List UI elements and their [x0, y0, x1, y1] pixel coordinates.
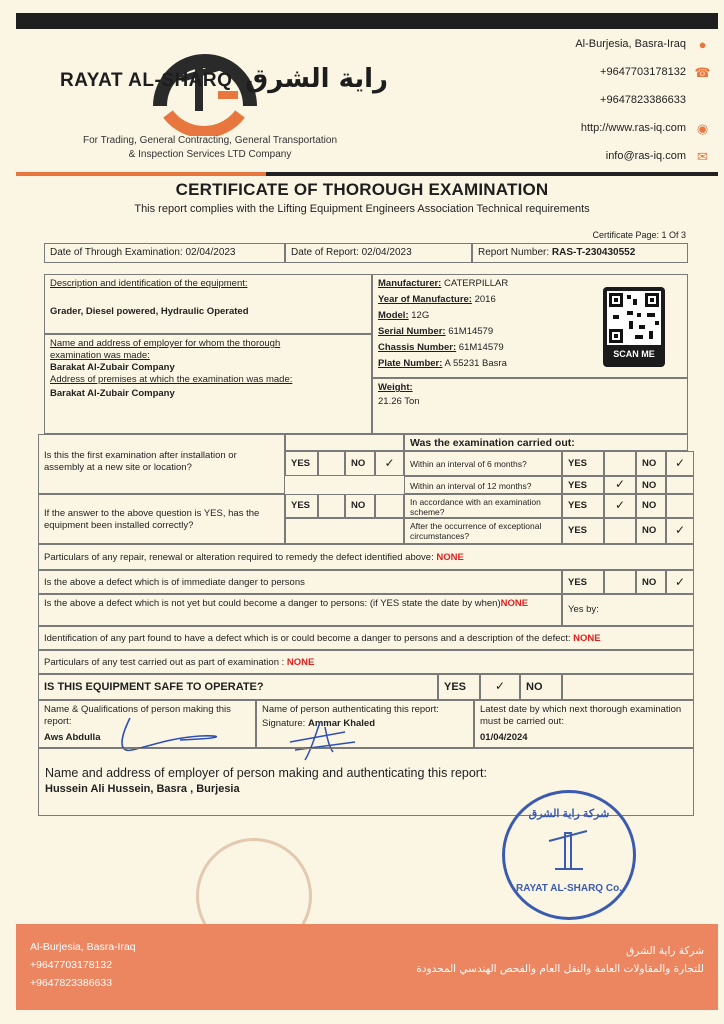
plate-value: A 55231 Basra — [444, 358, 507, 369]
auth-name: Ammar Khaled — [307, 718, 376, 729]
next-exam-label: Latest date by which next thorough examination must be carried out: — [480, 704, 682, 727]
qr-label: SCAN ME — [613, 349, 655, 359]
footer-arabic-name: شركة راية الشرق — [626, 945, 704, 957]
maker-name: Aws Abdulla — [44, 732, 101, 743]
qr-code[interactable] — [603, 287, 665, 367]
auth-sig-label: Signature: — [262, 718, 306, 729]
equipment-description-value: Grader, Diesel powered, Hydraulic Operated — [50, 306, 249, 317]
carried-12-yes: YES — [562, 476, 604, 494]
safe-label: IS THIS EQUIPMENT SAFE TO OPERATE? — [38, 674, 438, 700]
email-icon: ✉ — [697, 148, 708, 164]
contact-phone-2[interactable]: +9647823386633 — [600, 94, 686, 106]
carried-exceptional-no-tick[interactable]: ✓ — [666, 518, 694, 544]
company-tagline — [60, 134, 360, 162]
q-first-header-blank — [285, 434, 404, 451]
stamp-emblem — [545, 827, 593, 877]
equipment-description-label: Description and identification of the equipment: — [50, 278, 248, 289]
carried-12-yes-tick[interactable]: ✓ — [604, 476, 636, 494]
safe-yes-tick[interactable]: ✓ — [480, 674, 520, 700]
identification-row — [38, 626, 694, 650]
globe-icon: ◉ — [696, 120, 709, 136]
company-name-ar: راية الشرق — [245, 64, 389, 94]
header-divider — [16, 172, 718, 176]
carried-scheme-no-box[interactable] — [666, 494, 694, 518]
plate-label: Plate Number: — [378, 358, 443, 369]
employer-cell — [44, 334, 372, 434]
future-danger-cell — [38, 594, 562, 626]
immediate-danger-label: Is the above a defect which is of immediate danger to persons — [38, 570, 562, 594]
employer-label: Name and address of employer for whom the thorough examination was made: — [50, 338, 281, 361]
footer-arabic-desc: للتجارة والمقاولات العامة والنقل العام والفحص الهندسي المحدودة — [416, 963, 704, 975]
serial-value: 61M14579 — [448, 326, 494, 337]
safe-no-box[interactable] — [562, 674, 694, 700]
tagline-line-1: For Trading, General Contracting, General Transportation — [82, 135, 338, 146]
carried-12-no-box[interactable] — [666, 476, 694, 494]
carried-scheme-no: NO — [636, 494, 666, 518]
future-danger-label: Is the above a defect which is not yet but could become a danger to persons: (if YES state the date by when) — [44, 598, 501, 609]
q-first-no-label: NO — [345, 451, 375, 476]
manufacturer-label: Manufacturer: — [378, 278, 442, 289]
carried-out-title: Was the examination carried out: — [404, 434, 688, 451]
contact-website[interactable]: http://www.ras-iq.com — [580, 122, 686, 134]
year-value: 2016 — [474, 294, 496, 305]
future-danger-value: NONE — [500, 598, 529, 609]
weight-value: 21.26 Ton — [378, 396, 420, 407]
weight-label: Weight: — [378, 382, 413, 393]
carried-exceptional-yes-box[interactable] — [604, 518, 636, 544]
safe-no: NO — [520, 674, 562, 700]
stamp-text-en: RAYAT AL-SHARQ Co. — [516, 883, 622, 894]
weight-cell — [372, 378, 688, 434]
carried-exceptional-yes: YES — [562, 518, 604, 544]
equipment-description-cell — [44, 274, 372, 334]
q-first-exam-text: Is this the first examination after installation or assembly at a new site or location? — [44, 450, 237, 473]
carried-12-no: NO — [636, 476, 666, 494]
yes-by: Yes by: — [562, 594, 694, 626]
header-top-bar — [16, 13, 718, 29]
model-value: 12G — [411, 310, 430, 321]
footer-band — [16, 924, 718, 1010]
report-number-cell — [472, 243, 688, 263]
q-installed — [38, 494, 285, 544]
repair-value: NONE — [436, 552, 464, 563]
report-number: RAS-T-230430552 — [551, 247, 636, 258]
immediate-danger-yes: YES — [562, 570, 604, 594]
employer-of-person-value: Hussein Ali Hussein, Basra , Burjesia — [45, 783, 240, 795]
identification-label: Identification of any part found to have a defect which is or could become a danger to persons and a description of the defect: — [44, 633, 571, 644]
next-exam-cell — [474, 700, 694, 748]
safe-yes: YES — [438, 674, 480, 700]
q-installed-no-label: NO — [345, 494, 375, 518]
immediate-danger-yes-box[interactable] — [604, 570, 636, 594]
company-stamp — [502, 790, 636, 920]
employer-of-person-label: Name and address of employer of person making and authenticating this report: — [45, 766, 487, 780]
contact-email[interactable]: info@ras-iq.com — [605, 150, 686, 162]
test-row — [38, 650, 694, 674]
date-report: Date of Report: 02/04/2023 — [285, 243, 472, 263]
premises-label: Address of premises at which the examination was made: — [50, 374, 293, 385]
next-exam-date: 01/04/2024 — [480, 732, 528, 743]
company-name-en: RAYAT AL-SHARQ — [60, 70, 233, 91]
serial-label: Serial Number: — [378, 326, 446, 337]
q-first-no-tick[interactable]: ✓ — [375, 451, 404, 476]
carried-6-yes-box[interactable] — [604, 451, 636, 476]
chassis-value: 61M14579 — [458, 342, 504, 353]
q-first-exam — [38, 434, 285, 494]
carried-6-label: Within an interval of 6 months? — [404, 451, 562, 476]
q-installed-yes-label: YES — [285, 494, 318, 518]
auth-label: Name of person authenticating this report: — [262, 704, 439, 715]
test-value: NONE — [286, 657, 315, 668]
carried-6-no: NO — [636, 451, 666, 476]
immediate-danger-no: NO — [636, 570, 666, 594]
date-exam: Date of Through Examination: 02/04/2023 — [44, 243, 285, 263]
report-number-label: Report Number: — [478, 247, 550, 258]
carried-6-no-tick[interactable]: ✓ — [666, 451, 694, 476]
certificate-subtitle: This report complies with the Lifting Equipment Engineers Association Technical requirements — [134, 203, 590, 215]
footer-contact — [30, 938, 136, 992]
q-first-yes-label: YES — [285, 451, 318, 476]
carried-exceptional-no: NO — [636, 518, 666, 544]
q-first-yes-box[interactable] — [318, 451, 345, 476]
immediate-danger-no-tick[interactable]: ✓ — [666, 570, 694, 594]
carried-scheme-label: In accordance with an examination scheme? — [404, 494, 562, 518]
year-label: Year of Manufacture: — [378, 294, 472, 305]
repair-row — [38, 544, 694, 570]
footer-arabic — [416, 942, 704, 978]
model-label: Model: — [378, 310, 409, 321]
test-label: Particulars of any test carried out as part of examination : — [44, 657, 285, 668]
location-icon: ● — [698, 37, 707, 52]
carried-6-yes: YES — [562, 451, 604, 476]
q-installed-text: If the answer to the above question is YES, has the equipment been installed correctly? — [44, 508, 260, 531]
tagline-line-2: & Inspection Services LTD Company — [128, 149, 292, 160]
certificate-title: CERTIFICATE OF THOROUGH EXAMINATION — [175, 180, 549, 199]
stamp-text-ar: شركة راية الشرق — [528, 808, 610, 820]
contact-address: Al-Burjesia, Basra-Iraq — [575, 38, 686, 50]
carried-scheme-yes-tick[interactable]: ✓ — [604, 494, 636, 518]
identification-value: NONE — [573, 633, 601, 644]
chassis-label: Chassis Number: — [378, 342, 457, 353]
maker-label: Name & Qualifications of person making this report: — [44, 704, 231, 727]
employer-value: Barakat Al-Zubair Company — [50, 362, 175, 373]
manufacturer-value: CATERPILLAR — [443, 278, 509, 289]
qr-pattern — [607, 291, 661, 345]
phone-icon: ☎ — [694, 64, 711, 80]
carried-exceptional-label: After the occurrence of exceptional circumstances? — [404, 518, 562, 544]
q-installed-yes-box[interactable] — [318, 494, 345, 518]
footer-phone-2[interactable]: +9647823386633 — [30, 977, 113, 989]
premises-value: Barakat Al-Zubair Company — [50, 388, 175, 399]
carried-scheme-yes: YES — [562, 494, 604, 518]
contact-phone-1[interactable]: +9647703178132 — [600, 66, 686, 78]
q-installed-no-box[interactable] — [375, 494, 404, 518]
q-installed-blank — [285, 518, 404, 544]
repair-label: Particulars of any repair, renewal or alteration required to remedy the defect identified above: — [44, 552, 434, 563]
footer-phone-1[interactable]: +9647703178132 — [30, 959, 113, 971]
certificate-page: Certificate Page: 1 Of 3 — [592, 230, 686, 240]
carried-12-label: Within an interval of 12 months? — [404, 476, 562, 494]
footer-address: Al-Burjesia, Basra-Iraq — [30, 941, 136, 953]
